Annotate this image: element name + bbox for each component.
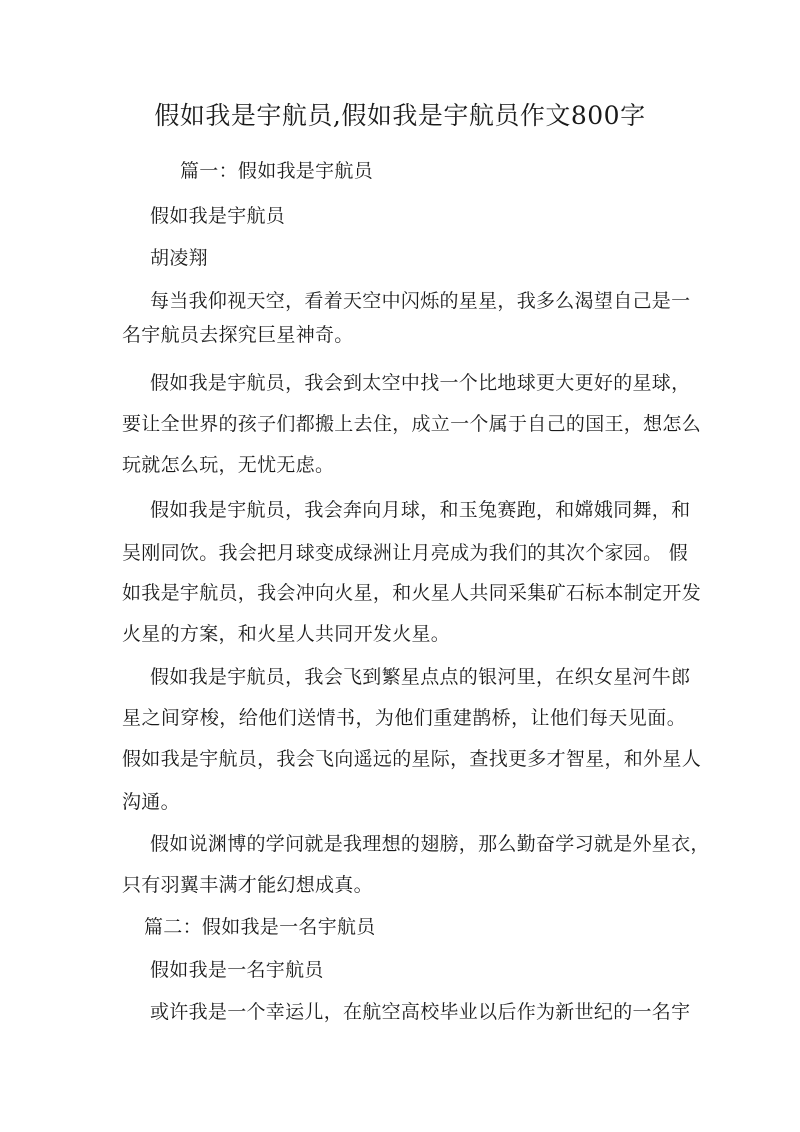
paragraph-line: 如我是宇航员，我会冲向火星，和火星人共同采集矿石标本制定开发 bbox=[122, 582, 702, 604]
paragraph-line: 或许我是一个幸运儿，在航空高校毕业以后作为新世纪的一名宇 bbox=[150, 1001, 691, 1023]
paragraph-line: 假如我是宇航员，我会奔向月球，和玉兔赛跑，和嫦娥同舞，和 bbox=[150, 499, 691, 521]
paragraph-line: 只有羽翼丰满才能幻想成真。 bbox=[122, 874, 373, 896]
paragraph-line: 假如说渊博的学问就是我理想的翅膀，那么勤奋学习就是外星衣， bbox=[150, 833, 710, 855]
paragraph-line: 要让全世界的孩子们都搬上去住，成立一个属于自己的国王，想怎么 bbox=[122, 413, 702, 435]
paragraph-line: 星之间穿梭，给他们送情书，为他们重建鹊桥，让他们每天见面。 bbox=[122, 707, 686, 729]
paragraph-line: 沟通。 bbox=[122, 791, 180, 813]
section-heading-1: 篇一：假如我是宇航员 bbox=[180, 160, 374, 182]
paragraph-line: 假如我是宇航员，我会飞向遥远的星际，查找更多才智星，和外星人 bbox=[122, 748, 702, 770]
paragraph-line: 玩就怎么玩，无忧无虑。 bbox=[122, 454, 335, 476]
paragraph-line: 每当我仰视天空，看着天空中闪烁的星星，我多么渴望自己是一 bbox=[150, 290, 691, 312]
paragraph-line: 名宇航员去探究巨星神奇。 bbox=[122, 324, 354, 346]
essay-title-1: 假如我是宇航员 bbox=[150, 205, 286, 227]
paragraph-line: 吴刚同饮。我会把月球变成绿洲让月亮成为我们的其次个家园。 假 bbox=[122, 542, 689, 564]
essay-title-2: 假如我是一名宇航员 bbox=[150, 959, 324, 981]
document-title: 假如我是宇航员,假如我是宇航员作文800字 bbox=[154, 101, 646, 130]
paragraph-line: 火星的方案，和火星人共同开发火星。 bbox=[122, 623, 451, 645]
paragraph-line: 假如我是宇航员，我会飞到繁星点点的银河里，在织女星河牛郎 bbox=[150, 666, 691, 688]
section-heading-2: 篇二：假如我是一名宇航员 bbox=[144, 916, 376, 938]
author-name: 胡凌翔 bbox=[150, 247, 208, 269]
paragraph-line: 假如我是宇航员，我会到太空中找一个比地球更大更好的星球， bbox=[150, 372, 691, 394]
